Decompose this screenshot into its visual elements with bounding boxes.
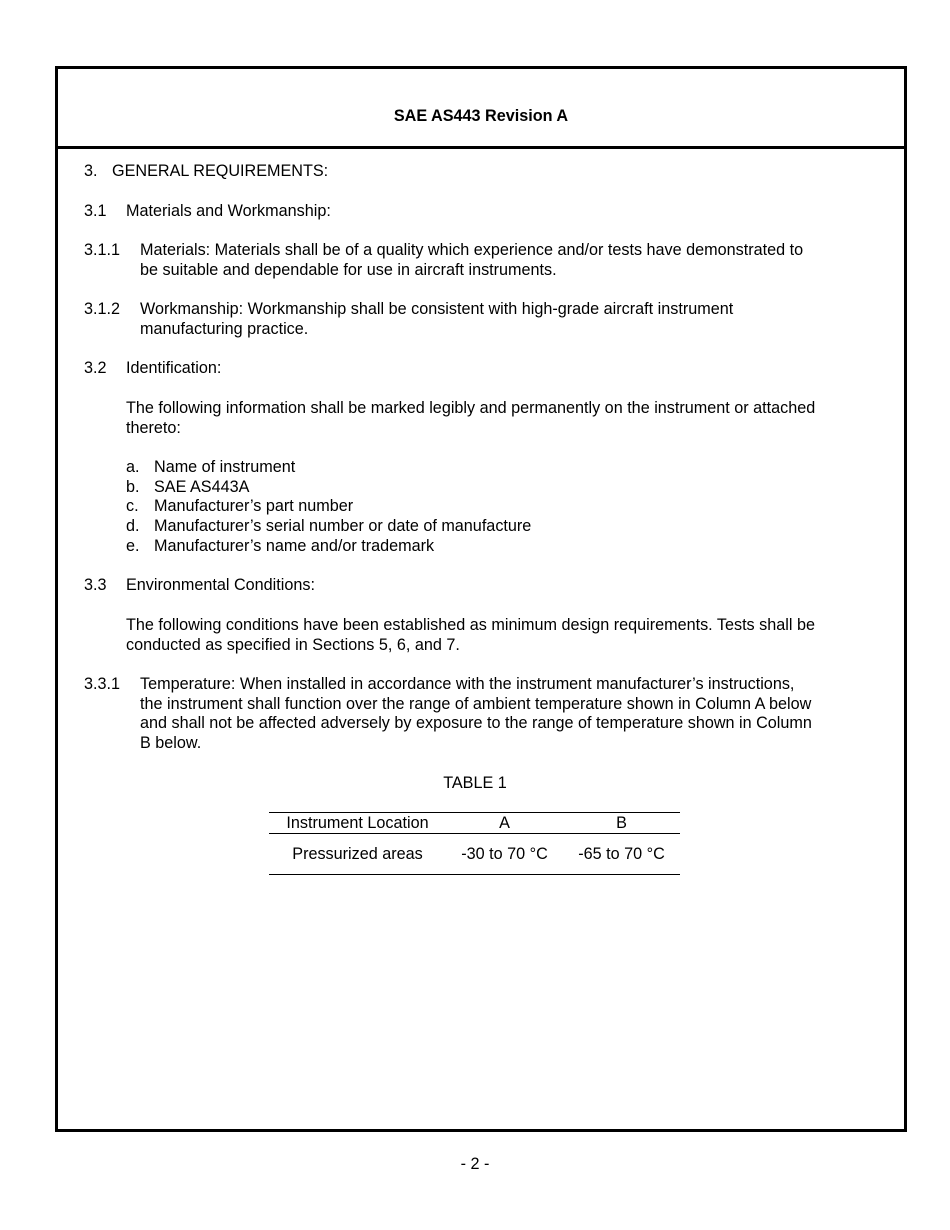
page-frame <box>55 66 907 1132</box>
section-3-2-intro-line: The following information shall be marked legibly and permanently on the instrument or attached <box>126 399 816 417</box>
section-3-3-1-line: and shall not be affected adversely by exposure to the range of temperature shown in Column <box>140 714 812 732</box>
section-3-1-2-number: 3.1.2 <box>84 300 121 318</box>
table-cell: -30 to 70 °C <box>461 845 548 863</box>
table-header-cell: Instrument Location <box>286 814 429 832</box>
table-row <box>269 834 680 875</box>
section-3-1-title: Materials and Workmanship: <box>126 202 331 220</box>
section-3-1-1-number: 3.1.1 <box>84 241 121 259</box>
list-item-letter: a. <box>126 458 140 476</box>
section-3-1-2-line: Workmanship: Workmanship shall be consistent with high-grade aircraft instrument <box>140 300 734 318</box>
table-header-cell: A <box>499 814 510 832</box>
list-item-text: Manufacturer’s part number <box>154 497 354 515</box>
temperature-table <box>269 812 680 875</box>
table-cell: -65 to 70 °C <box>578 845 665 863</box>
document-title: SAE AS443 Revision A <box>393 107 569 125</box>
section-3-3-intro-line: The following conditions have been established as minimum design requirements. Tests shall be <box>126 616 815 634</box>
section-3-1-number: 3.1 <box>84 202 107 220</box>
section-3-1-1-line: be suitable and dependable for use in aircraft instruments. <box>140 261 557 279</box>
list-item-letter: c. <box>126 497 139 515</box>
section-3-1-1-line: Materials: Materials shall be of a quality which experience and/or tests have demonstrated to <box>140 241 804 259</box>
section-3-3-1-line: the instrument shall function over the range of ambient temperature shown in Column A below <box>140 695 812 713</box>
list-item-letter: d. <box>126 517 140 535</box>
section-3-3-number: 3.3 <box>84 576 107 594</box>
table-header-row <box>269 813 680 834</box>
page-header <box>58 69 904 149</box>
section-3-title: GENERAL REQUIREMENTS: <box>112 162 329 180</box>
page-number: - 2 - <box>460 1155 490 1173</box>
section-3-number: 3. <box>84 162 98 180</box>
list-item-text: Manufacturer’s serial number or date of manufacture <box>154 517 532 535</box>
section-3-2-intro-line: thereto: <box>126 419 181 437</box>
list-item-letter: b. <box>126 478 140 496</box>
table-cell: Pressurized areas <box>292 844 423 863</box>
section-3-2-title: Identification: <box>126 359 222 377</box>
list-item-letter: e. <box>126 537 140 555</box>
section-3-3-title: Environmental Conditions: <box>126 576 315 594</box>
section-3-1-2-line: manufacturing practice. <box>140 320 309 338</box>
section-3-3-1-number: 3.3.1 <box>84 675 121 693</box>
table-header-cell: B <box>616 814 627 832</box>
section-3-3-1-line: B below. <box>140 734 202 752</box>
section-3-3-1-line: Temperature: When installed in accordance with the instrument manufacturer’s instructions, <box>140 675 795 693</box>
list-item-text: SAE AS443A <box>154 478 250 496</box>
table-caption: TABLE 1 <box>443 774 507 792</box>
section-3-2-number: 3.2 <box>84 359 107 377</box>
section-3-3-intro-line: conducted as specified in Sections 5, 6, and 7. <box>126 636 460 654</box>
list-item-text: Manufacturer’s name and/or trademark <box>154 537 435 555</box>
list-item-text: Name of instrument <box>154 458 296 476</box>
